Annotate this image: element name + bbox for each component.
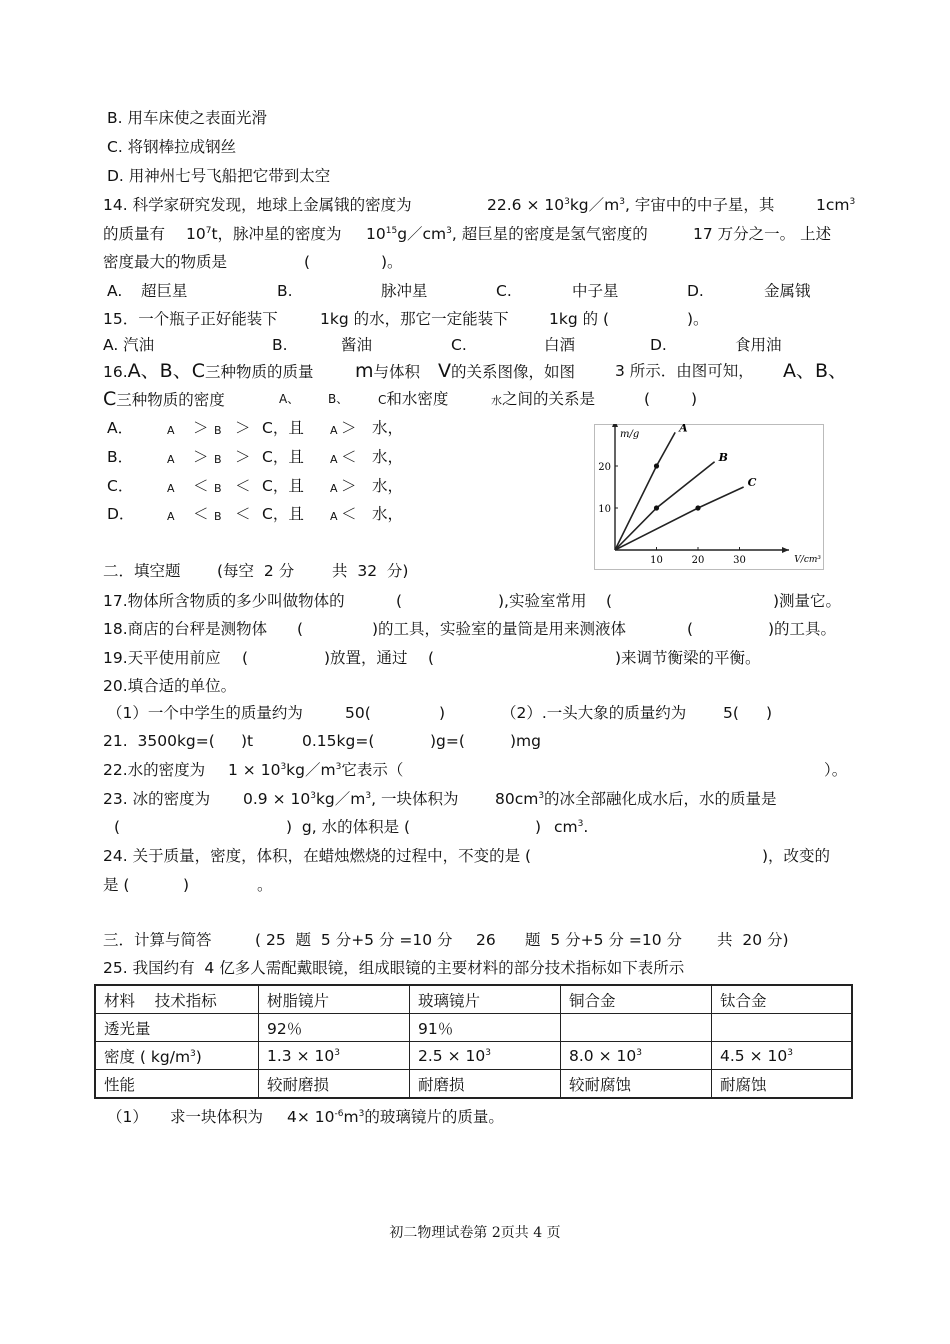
table-row (95, 1014, 852, 1042)
q18-c: )的工具，实验室的量筒是用来测液体 (372, 620, 627, 638)
q21-c: 0.15kg=( (302, 732, 375, 750)
table-cell: 92％ (259, 1014, 410, 1042)
q15-opt-c-text: 白酒 (544, 336, 576, 354)
q16-option-op1: ＜ (193, 477, 209, 495)
q16-option-s4: A (330, 510, 338, 523)
q16-paren-open: ( (644, 390, 651, 408)
q14-mass: $10^7t$，脉冲星的密度为 (186, 225, 342, 243)
q14-density-osmium: $22.6 \times 10^3kg/m^3$, 宇宙中的中子星，其 (487, 196, 775, 214)
q16-line2: C三种物质的密度 (103, 388, 225, 410)
q16-option-op3: ＜ (341, 505, 357, 523)
q15-opt-a: A. 汽油 (103, 336, 155, 354)
q20-b2: 50( (345, 704, 371, 722)
q17-e: )测量它。 (773, 592, 842, 610)
q14-opt-d-text: 金属锇 (764, 282, 811, 300)
q20-b1: （1）一个中学生的质量约为 (107, 704, 303, 722)
q16-line1d: 3 所示．由图可知， (615, 362, 754, 380)
q22-a: 22.水的密度为 (103, 761, 206, 779)
q14-opt-c: C. (496, 282, 512, 300)
table-header-row (95, 985, 852, 1014)
q24-e: 。 (257, 876, 273, 894)
q16-option-s5: 水， (372, 419, 404, 437)
table-row (95, 1042, 852, 1070)
q23-f: 的冰全部融化成水后，水的质量是 (544, 790, 777, 808)
q16-option-s5: 水， (372, 448, 404, 466)
q16-option-op3: ＞ (341, 477, 357, 495)
q16-option-op2: ＜ (235, 505, 251, 523)
x-axis-label: V/cm³ (794, 555, 821, 565)
q21-a: 21. 3500kg=( (103, 732, 215, 750)
q15-opt-b-text: 酱油 (341, 336, 373, 354)
q16-m: m与体积 (355, 360, 421, 382)
q21-b: )t (241, 732, 254, 750)
q16-rho-b: B、 (328, 392, 349, 406)
q23-unit: $cm^3$. (554, 818, 589, 836)
q23-density: $0.9 \times 10^3kg/m^3$, 一块体积为 (243, 790, 459, 808)
q15-opt-b: B. (272, 336, 288, 354)
table-header-cell: 树脂镜片 (259, 985, 410, 1014)
q19-e: )来调节衡梁的平衡。 (615, 649, 761, 667)
materials-table (94, 984, 853, 1099)
q14-paren-close: )。 (381, 253, 403, 271)
q14-line3: 密度最大的物质是 (103, 253, 228, 271)
q17-d: ( (606, 592, 613, 610)
section3-title: 三．计算与简答 (103, 931, 212, 949)
table-cell: 较耐磨损 (259, 1070, 410, 1099)
q16-option-s2: B (214, 424, 222, 437)
q16-option-op1: ＞ (193, 419, 209, 437)
q16-rho-a: A、 (279, 392, 300, 406)
q16-option-s1: A (167, 424, 175, 437)
q14-opt-c-text: 中子星 (572, 282, 619, 300)
q15-line1a: 15．一个瓶子正好能装下 (103, 310, 278, 328)
table-header-cell: 铜合金 (561, 985, 712, 1014)
q24-b: )，改变的 (762, 847, 831, 865)
table-cell (561, 1014, 712, 1042)
table-header-corner: 材料 技术指标 (95, 985, 259, 1014)
q14-opt-d: D. (687, 282, 704, 300)
q15-line1c: 1kg 的 ( (549, 310, 610, 328)
table-cell: 透光量 (95, 1014, 259, 1042)
q15-line1b: 1kg 的水，那它一定能装下 (320, 310, 509, 328)
table-header-cell: 钛合金 (712, 985, 853, 1014)
q17-a: 17.物体所含物质的多少叫做物体的 (103, 592, 345, 610)
section2-note: (每空 2 分 (217, 562, 295, 580)
section3-b: ( 25 题 5 分+5 分 =10 分 (255, 931, 453, 949)
table-cell: 91％ (410, 1014, 561, 1042)
section3-c: 26 (476, 931, 496, 949)
q18-b: ( (297, 620, 304, 638)
q19-d: ( (428, 649, 435, 667)
table-cell: $4.5 \times 10^3$ (712, 1042, 853, 1070)
q16-option-op2: ＜ (235, 477, 251, 495)
section2-total: 共 32 分) (332, 562, 409, 580)
series-label-A: A (679, 424, 688, 435)
q19-a: 19.天平使用前应 (103, 649, 221, 667)
q16-line1: 16.A、B、C三种物质的质量 (103, 360, 314, 382)
q20-b6: ) (766, 704, 773, 722)
q22-density: $1 \times 10^3kg/m^3$它表示（ (228, 761, 404, 779)
q16-option-label: A． (107, 419, 134, 437)
q23-g: ( (114, 818, 121, 836)
option-13b: B. 用车床使之表面光滑 (107, 109, 267, 127)
q16-option-op3: ＜ (341, 448, 357, 466)
q25-1-label: （1） (107, 1108, 148, 1126)
q16-option-s4: A (330, 482, 338, 495)
q16-paren-close: ) (691, 390, 698, 408)
table-cell: $2.5 \times 10^3$ (410, 1042, 561, 1070)
q16-option-s4: A (330, 424, 338, 437)
q15-opt-d: D. (650, 336, 667, 354)
q14-opt-b: B. (277, 282, 293, 300)
table-header-cell: 玻璃镜片 (410, 985, 561, 1014)
q16-option-label: C． (107, 477, 134, 495)
table-row (95, 1070, 852, 1099)
mass-volume-chart (594, 424, 824, 570)
q14-opt-a-text: 超巨星 (141, 282, 188, 300)
q16-v: V的关系图像，如图 (438, 360, 576, 382)
chart-frame (595, 425, 824, 570)
q20-b3: ) (439, 704, 446, 722)
q19-b: ( (242, 649, 249, 667)
data-point (695, 505, 700, 510)
q16-option-s5: 水， (372, 505, 404, 523)
q14-opt-b-text: 脉冲星 (381, 282, 428, 300)
q25-1-volume: $4\times 10^{-6}m^3$的玻璃镜片的质量。 (287, 1108, 504, 1126)
q16-option-s2: B (214, 510, 222, 523)
q14-pulsar-density: $10^{15}g/cm^3$, 超巨星的密度是氢气密度的 (366, 225, 648, 243)
section3-e: 共 20 分) (717, 931, 789, 949)
y-axis-label: m/g (620, 429, 640, 440)
q16-option-s1: A (167, 510, 175, 523)
q16-option-op2: ＞ (235, 448, 251, 466)
x-tick-label: 10 (650, 555, 663, 566)
data-point (654, 505, 659, 510)
q22-e: ）。 (824, 761, 848, 779)
data-point (654, 463, 659, 468)
series-label-C: C (747, 476, 757, 489)
q16-option-s3: C，且 (262, 505, 304, 523)
table-cell: 耐腐蚀 (712, 1070, 853, 1099)
q23-a: 23. 冰的密度为 (103, 790, 211, 808)
q16-option-s1: A (167, 482, 175, 495)
option-13c: C. 将钢棒拉成钢丝 (107, 138, 237, 156)
q16-option-op1: ＞ (193, 448, 209, 466)
q25-intro: 25. 我国约有 4 亿多人需配戴眼镜，组成眼镜的主要材料的部分技术指标如下表所示 (103, 959, 685, 977)
series-label-B: B (718, 450, 728, 464)
q16-option-s3: C，且 (262, 448, 304, 466)
q16-rho-c: C和水密度 (378, 390, 449, 408)
q16-option-label: D． (107, 505, 135, 523)
q24-a: 24. 关于质量，密度，体积，在蜡烛燃烧的过程中，不变的是 ( (103, 847, 532, 865)
q14-line2g: 17 万分之一。 上述 (693, 225, 832, 243)
q16-rho-water: 水之间的关系是 (491, 390, 596, 408)
q20-b4: （2）.一头大象的质量约为 (501, 704, 687, 722)
q21-e: )mg (510, 732, 541, 750)
q18-a: 18.商店的台秤是测物体 (103, 620, 268, 638)
q16-option-s4: A (330, 453, 338, 466)
q16-option-s3: C，且 (262, 419, 304, 437)
q16-option-op3: ＞ (341, 419, 357, 437)
q15-opt-d-text: 食用油 (735, 336, 782, 354)
q17-c: ),实验室常用 (498, 592, 587, 610)
q14-volume: $1cm^3$ (816, 196, 856, 214)
q18-d: ( (687, 620, 694, 638)
q23-volume: $80cm^3$ (495, 790, 545, 808)
x-tick-label: 20 (691, 555, 705, 566)
option-13d: D. 用神州七号飞船把它带到太空 (107, 167, 331, 185)
q15-opt-c: C. (451, 336, 467, 354)
q16-option-s2: B (214, 453, 222, 466)
q23-h: ) g, 水的体积是 ( (286, 818, 411, 836)
q16-option-s5: 水， (372, 477, 404, 495)
q24-c: 是 ( (103, 876, 130, 894)
table-cell: $8.0 \times 10^3$ (561, 1042, 712, 1070)
table-cell (712, 1014, 853, 1042)
q14-opt-a: A. (107, 282, 123, 300)
q15-line1d: )。 (687, 310, 709, 328)
table-cell: 耐磨损 (410, 1070, 561, 1099)
q16-option-label: B． (107, 448, 134, 466)
section2-title: 二．填空题 (103, 562, 181, 580)
table-cell: 较耐腐蚀 (561, 1070, 712, 1099)
q14-line2a: 的质量有 (103, 225, 166, 243)
page-footer: 初二物理试卷第 2页共 4 页 (389, 1225, 561, 1241)
q21-d: )g=( (430, 732, 465, 750)
q16-option-s3: C，且 (262, 477, 304, 495)
q14-paren-open: ( (304, 253, 311, 271)
q16-option-op1: ＜ (193, 505, 209, 523)
q16-abc2: A、B、 (783, 360, 848, 382)
table-cell: 密度 ( $kg/m^3$) (95, 1042, 259, 1070)
y-tick-label: 10 (598, 504, 611, 515)
q20-a: 20.填合适的单位。 (103, 677, 237, 695)
q24-d: ) (183, 876, 190, 894)
q18-e: )的工具。 (768, 620, 837, 638)
y-tick-label: 20 (598, 462, 611, 473)
q20-b5: 5( (723, 704, 739, 722)
section3-d: 题 5 分+5 分 =10 分 (525, 931, 682, 949)
q23-i: ) (535, 818, 542, 836)
q17-b: ( (396, 592, 403, 610)
table-cell: 性能 (95, 1070, 259, 1099)
table-cell: $1.3 \times 10^3$ (259, 1042, 410, 1070)
q25-1-b: 求一块体积为 (170, 1108, 264, 1126)
q16-option-s1: A (167, 453, 175, 466)
q16-option-s2: B (214, 482, 222, 495)
q14-line1: 14. 科学家研究发现，地球上金属锇的密度为 (103, 196, 412, 214)
x-tick-label: 30 (733, 555, 746, 566)
q19-c: )放置，通过 (324, 649, 408, 667)
q16-option-op2: ＞ (235, 419, 251, 437)
